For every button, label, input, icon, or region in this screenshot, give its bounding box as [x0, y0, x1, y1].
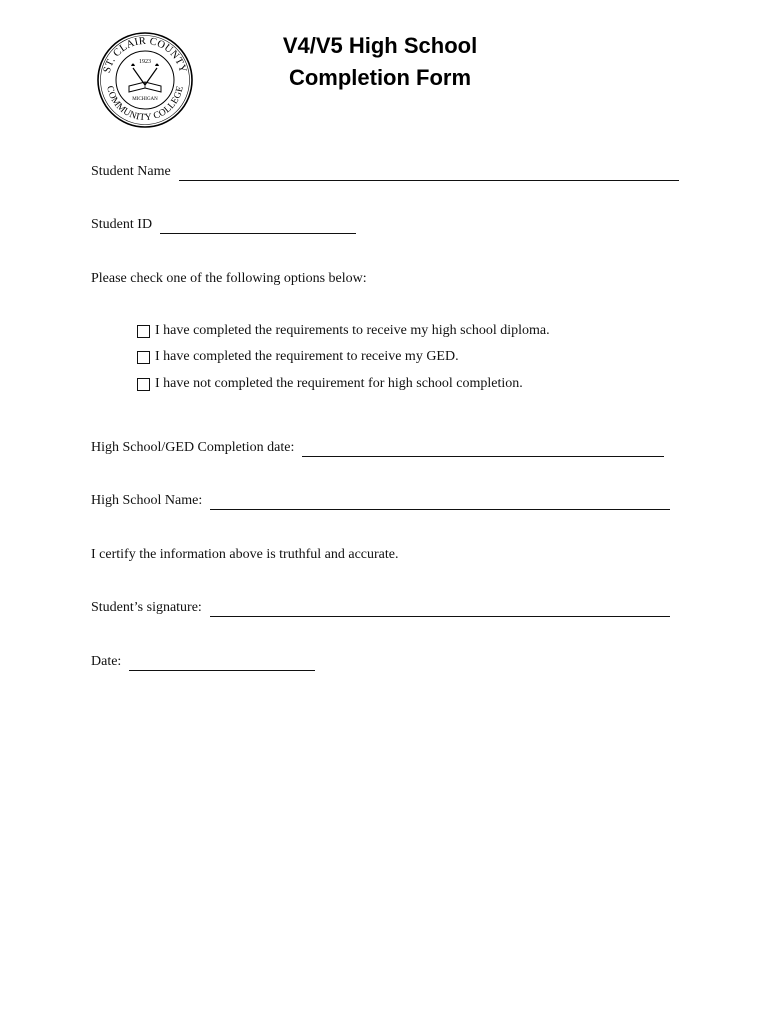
college-seal: [95, 30, 195, 130]
ged-checkbox[interactable]: [137, 351, 150, 364]
option-ged-label: I have completed the requirement to receive my GED.: [155, 349, 459, 364]
not-completed-checkbox[interactable]: [137, 378, 150, 391]
svg-text:ST. CLAIR COUNTY: [102, 36, 188, 74]
school-name-label: High School Name:: [91, 493, 203, 508]
seal-place: MICHIGAN: [132, 97, 158, 102]
date-label: Date:: [91, 654, 122, 669]
student-id-row: [91, 216, 356, 234]
seal-year: 1923: [139, 59, 151, 65]
signature-row: [91, 599, 670, 617]
diploma-checkbox[interactable]: [137, 325, 150, 338]
option-not-completed: [137, 375, 523, 393]
completion-date-row: [91, 439, 664, 457]
certify-text: I certify the information above is truthful and accurate.: [91, 547, 399, 562]
seal-bottom-text: COMMUNITY COLLEGE: [104, 85, 186, 124]
option-diploma-label: I have completed the requirements to receive my high school diploma.: [155, 323, 550, 338]
option-ged: [137, 348, 459, 366]
student-id-field[interactable]: [160, 219, 356, 234]
student-name-row: [91, 163, 679, 181]
option-not-completed-label: I have not completed the requirement for high school completion.: [155, 376, 523, 391]
title-line-1: V4/V5 High School: [282, 33, 478, 58]
completion-date-label: High School/GED Completion date:: [91, 440, 295, 455]
school-name-row: [91, 492, 670, 510]
student-id-label: Student ID: [91, 217, 153, 232]
title-line-2: Completion Form: [288, 65, 472, 90]
seal-icon: [95, 30, 195, 130]
signature-label: Student’s signature:: [91, 600, 202, 615]
option-diploma: [137, 322, 550, 340]
page-title: [255, 30, 505, 94]
signature-field[interactable]: [210, 602, 670, 617]
student-name-label: Student Name: [91, 164, 171, 179]
school-name-field[interactable]: [210, 495, 670, 510]
instruction-text: Please check one of the following options below:: [91, 271, 367, 286]
date-field[interactable]: [129, 656, 315, 671]
completion-date-field[interactable]: [302, 442, 664, 457]
date-row: [91, 653, 315, 671]
seal-top-text: ST. CLAIR COUNTY: [101, 35, 189, 75]
student-name-field[interactable]: [179, 166, 679, 181]
